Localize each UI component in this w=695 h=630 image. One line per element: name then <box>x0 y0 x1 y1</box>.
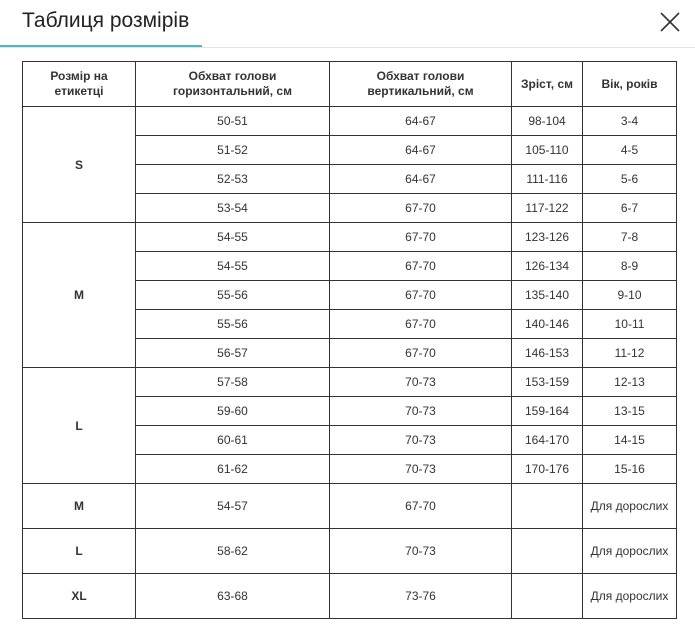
header-head-horizontal: Обхват голови горизонтальний, см <box>136 62 330 107</box>
age-cell: 9-10 <box>583 281 677 310</box>
head-vertical-cell: 67-70 <box>330 223 512 252</box>
age-cell: 8-9 <box>583 252 677 281</box>
age-cell: Для дорослих <box>583 484 677 529</box>
height-cell: 170-176 <box>512 455 583 484</box>
height-cell <box>512 529 583 574</box>
head-horizontal-cell: 56-57 <box>136 339 330 368</box>
head-horizontal-cell: 61-62 <box>136 455 330 484</box>
head-vertical-cell: 67-70 <box>330 281 512 310</box>
head-horizontal-cell: 53-54 <box>136 194 330 223</box>
table-row <box>23 529 677 574</box>
height-cell: 117-122 <box>512 194 583 223</box>
age-cell: 15-16 <box>583 455 677 484</box>
size-cell: L <box>23 368 136 484</box>
height-cell: 159-164 <box>512 397 583 426</box>
head-horizontal-cell: 50-51 <box>136 107 330 136</box>
age-cell: 10-11 <box>583 310 677 339</box>
age-cell: 5-6 <box>583 165 677 194</box>
table-row <box>23 484 677 529</box>
head-vertical-cell: 64-67 <box>330 136 512 165</box>
title-underline <box>0 45 202 47</box>
age-cell: 4-5 <box>583 136 677 165</box>
head-vertical-cell: 70-73 <box>330 397 512 426</box>
height-cell <box>512 484 583 529</box>
age-cell: 12-13 <box>583 368 677 397</box>
head-vertical-cell: 64-67 <box>330 165 512 194</box>
head-vertical-cell: 67-70 <box>330 252 512 281</box>
head-horizontal-cell: 57-58 <box>136 368 330 397</box>
height-cell: 126-134 <box>512 252 583 281</box>
header-size-label: Розмір на етикетці <box>23 62 136 107</box>
head-horizontal-cell: 55-56 <box>136 281 330 310</box>
size-cell: XL <box>23 574 136 619</box>
height-cell: 153-159 <box>512 368 583 397</box>
head-horizontal-cell: 58-62 <box>136 529 330 574</box>
header-head-vertical: Обхват голови вертикальний, см <box>330 62 512 107</box>
age-cell: 11-12 <box>583 339 677 368</box>
age-cell: 14-15 <box>583 426 677 455</box>
size-cell: M <box>23 484 136 529</box>
header-age: Вік, років <box>583 62 677 107</box>
head-vertical-cell: 67-70 <box>330 339 512 368</box>
height-cell: 123-126 <box>512 223 583 252</box>
close-button[interactable] <box>659 11 681 33</box>
size-cell: L <box>23 529 136 574</box>
head-horizontal-cell: 54-55 <box>136 223 330 252</box>
age-cell: 6-7 <box>583 194 677 223</box>
table-row <box>23 223 677 252</box>
head-horizontal-cell: 54-57 <box>136 484 330 529</box>
dialog-title: Таблиця розмірів <box>22 9 190 32</box>
table-row <box>23 107 677 136</box>
table-header-row <box>23 62 677 107</box>
height-cell: 135-140 <box>512 281 583 310</box>
age-cell: 13-15 <box>583 397 677 426</box>
header-height: Зріст, см <box>512 62 583 107</box>
head-vertical-cell: 70-73 <box>330 426 512 455</box>
head-vertical-cell: 70-73 <box>330 529 512 574</box>
head-vertical-cell: 64-67 <box>330 107 512 136</box>
age-cell: 7-8 <box>583 223 677 252</box>
head-horizontal-cell: 63-68 <box>136 574 330 619</box>
height-cell: 111-116 <box>512 165 583 194</box>
head-vertical-cell: 70-73 <box>330 455 512 484</box>
height-cell: 105-110 <box>512 136 583 165</box>
head-horizontal-cell: 60-61 <box>136 426 330 455</box>
table-row <box>23 368 677 397</box>
height-cell: 98-104 <box>512 107 583 136</box>
head-vertical-cell: 67-70 <box>330 194 512 223</box>
close-icon <box>659 11 681 33</box>
size-cell: M <box>23 223 136 368</box>
height-cell: 164-170 <box>512 426 583 455</box>
height-cell: 146-153 <box>512 339 583 368</box>
head-vertical-cell: 70-73 <box>330 368 512 397</box>
head-horizontal-cell: 51-52 <box>136 136 330 165</box>
head-horizontal-cell: 54-55 <box>136 252 330 281</box>
dialog-header <box>0 0 695 48</box>
height-cell <box>512 574 583 619</box>
head-horizontal-cell: 55-56 <box>136 310 330 339</box>
age-cell: Для дорослих <box>583 574 677 619</box>
head-horizontal-cell: 59-60 <box>136 397 330 426</box>
head-vertical-cell: 73-76 <box>330 574 512 619</box>
height-cell: 140-146 <box>512 310 583 339</box>
size-cell: S <box>23 107 136 223</box>
size-table <box>22 61 677 619</box>
age-cell: Для дорослих <box>583 529 677 574</box>
head-horizontal-cell: 52-53 <box>136 165 330 194</box>
head-vertical-cell: 67-70 <box>330 310 512 339</box>
table-row <box>23 574 677 619</box>
age-cell: 3-4 <box>583 107 677 136</box>
head-vertical-cell: 67-70 <box>330 484 512 529</box>
